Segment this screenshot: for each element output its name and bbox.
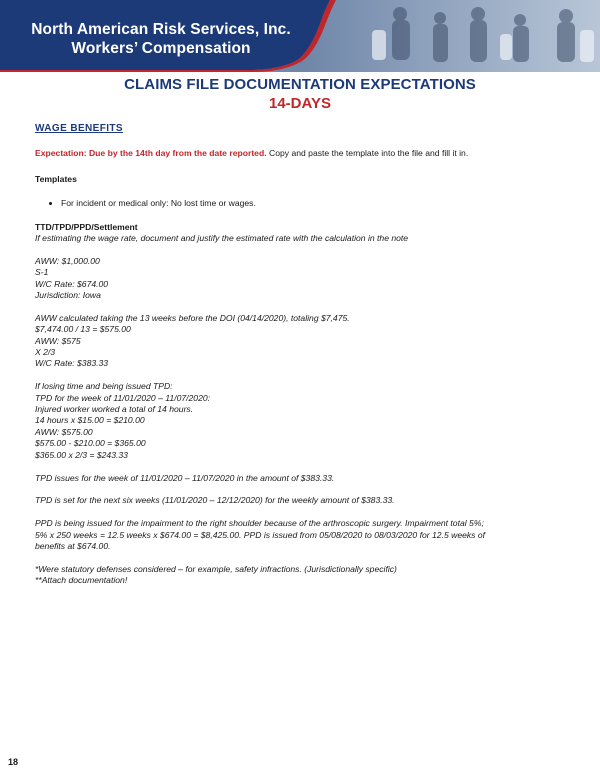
text-line: $575.00 - $210.00 = $365.00 xyxy=(35,438,146,449)
ppd-note xyxy=(35,518,565,552)
company-line-2: Workers’ Compensation xyxy=(71,40,251,57)
text-line: W/C Rate: $383.33 xyxy=(35,358,109,369)
text-line: W/C Rate: $674.00 xyxy=(35,278,109,289)
content-body xyxy=(35,123,565,587)
attach-note: **Attach documentation! xyxy=(35,575,128,586)
expectation-paragraph xyxy=(35,148,565,159)
section-heading: WAGE BENEFITS xyxy=(35,123,123,134)
text-line: 14 hours x $15.00 = $210.00 xyxy=(35,415,145,426)
company-name xyxy=(16,20,306,58)
text-line: Jurisdiction: Iowa xyxy=(35,290,101,301)
header-banner xyxy=(0,0,600,72)
ttd-intro: If estimating the wage rate, document and justify the estimated rate with the calculation in the note xyxy=(35,233,409,244)
text-line: TPD for the week of 11/01/2020 – 11/07/2020: xyxy=(35,392,211,403)
block-wage-rate xyxy=(35,256,565,302)
text-line: Injured worker worked a total of 14 hours. xyxy=(35,404,194,415)
expectation-text: Copy and paste the template into the file and fill it in. xyxy=(266,148,469,159)
tpd-set-note: TPD is set for the next six weeks (11/01/2020 – 12/12/2020) for the weekly amount of $383.33. xyxy=(35,495,395,506)
text-line: AWW: $575 xyxy=(35,335,81,346)
template-bullet-list xyxy=(35,198,565,209)
text-line: AWW: $1,000.00 xyxy=(35,255,100,266)
document-subtitle: 14-DAYS xyxy=(269,95,331,112)
block-aww-calculation xyxy=(35,313,565,370)
page-number: 18 xyxy=(8,757,19,767)
block-tpd-calculation xyxy=(35,381,565,461)
text-line: AWW calculated taking the 13 weeks before the DOI (04/14/2020), totaling $7,475. xyxy=(35,312,350,323)
ttd-heading: TTD/TPD/PPD/Settlement xyxy=(35,221,138,232)
text-line: 5% x 250 weeks = 12.5 weeks x $674.00 = $8,425.00. PPD is issued from 05/08/2020 to 08/03/2020 for 12.5 weeks of xyxy=(35,529,486,540)
expectation-label: Expectation: Due by the 14th day from the date reported. xyxy=(35,148,267,159)
text-line: benefits at $674.00. xyxy=(35,540,111,551)
text-line: $7,474.00 / 13 = $575.00 xyxy=(35,324,131,335)
text-line: AWW: $575.00 xyxy=(35,426,93,437)
defenses-note: *Were statutory defenses considered – for example, safety infractions. (Jurisdictionally specific) xyxy=(35,563,397,574)
text-line: S-1 xyxy=(35,267,49,278)
text-line: $365.00 x 2/3 = $243.33 xyxy=(35,449,128,460)
text-line: PPD is being issued for the impairment to the right shoulder because of the arthroscopic surgery. Impairment total 5%; xyxy=(35,518,484,529)
list-item: • For incident or medical only: No lost time or wages. xyxy=(61,198,565,209)
document-title: CLAIMS FILE DOCUMENTATION EXPECTATIONS xyxy=(124,76,476,93)
company-line-1: North American Risk Services, Inc. xyxy=(31,21,291,38)
tpd-issue-note: TPD issues for the week of 11/01/2020 – 11/07/2020 in the amount of $383.33. xyxy=(35,472,335,483)
text-line: X 2/3 xyxy=(35,347,56,358)
templates-label: Templates xyxy=(35,173,77,184)
text-line: If losing time and being issued TPD: xyxy=(35,381,173,392)
